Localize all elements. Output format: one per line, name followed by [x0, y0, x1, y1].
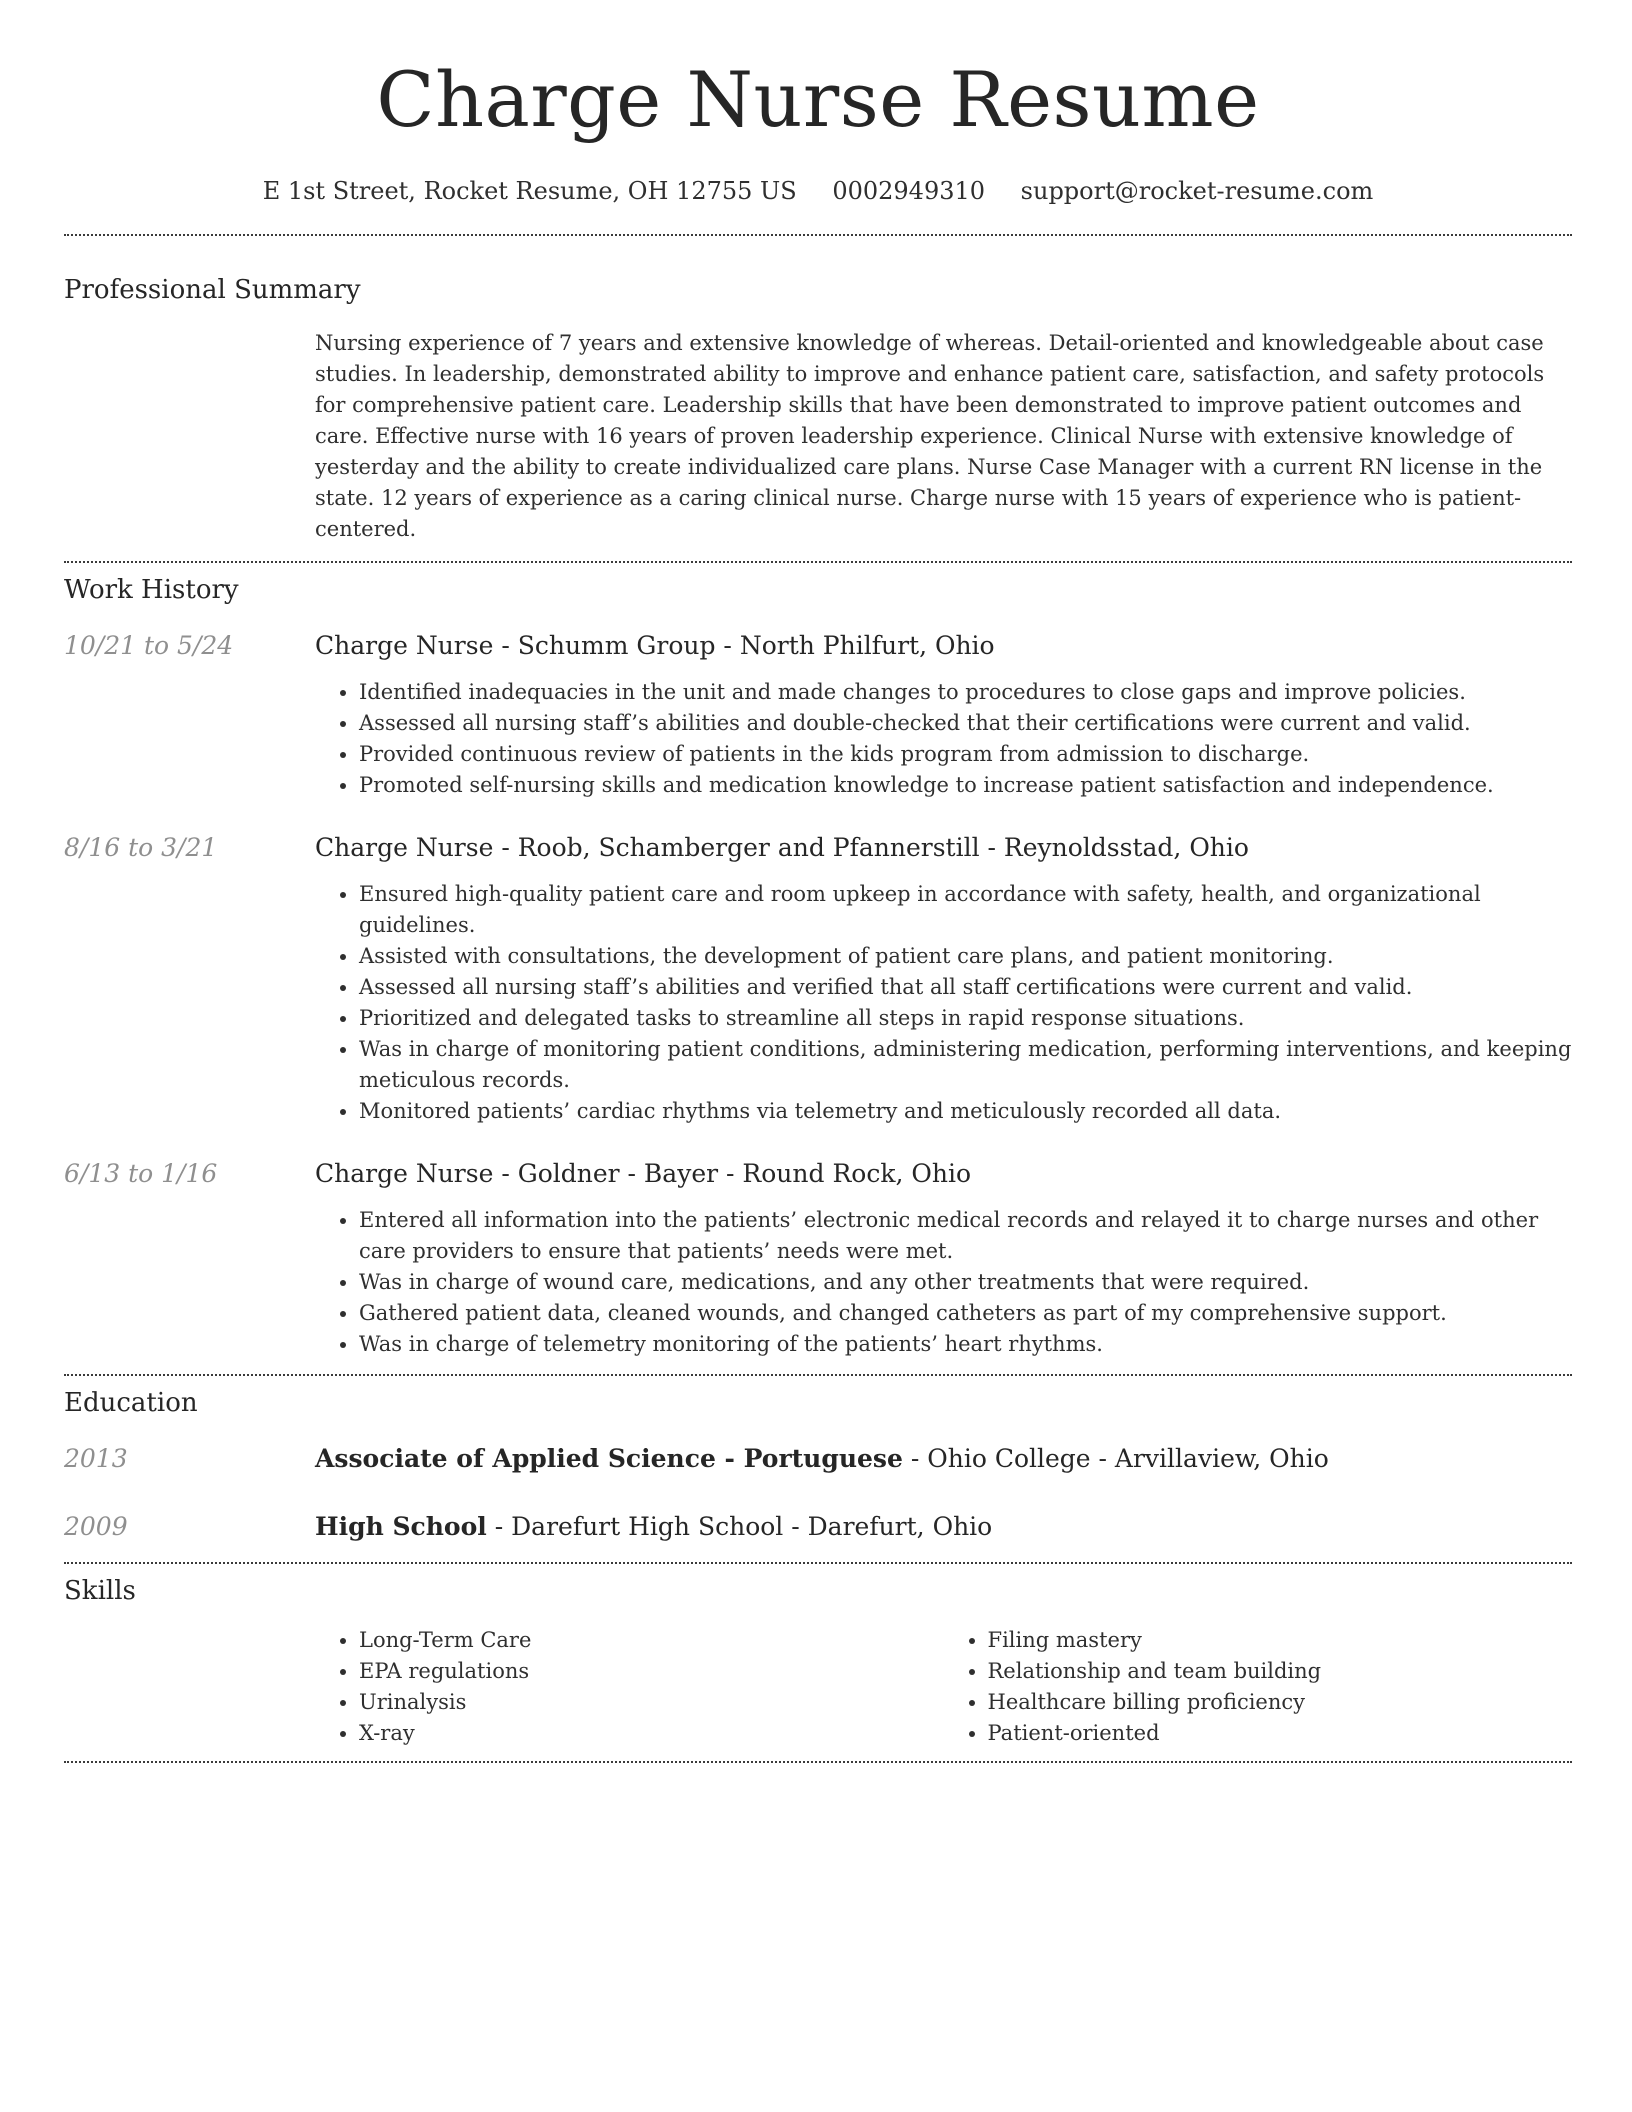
- job-bullet: • Was in charge of telemetry monitoring of the patients’ heart rhythms.: [359, 1329, 1572, 1360]
- education-year: 2009: [64, 1512, 128, 1541]
- job-entry: [64, 1157, 1572, 1360]
- skill-item: • Healthcare billing proficiency: [988, 1687, 1573, 1718]
- job-bullet: • Ensured high-quality patient care and room upkeep in accordance with safety, health, and organizational guidelines.: [359, 879, 1572, 941]
- job-content: [315, 629, 1572, 801]
- skills-row: [64, 1625, 1572, 1749]
- email-text: support@rocket-resume.com: [1020, 177, 1374, 205]
- education-degree: Associate of Applied Science - Portuguese: [315, 1444, 903, 1473]
- education-title: [315, 1442, 1572, 1476]
- divider: [64, 234, 1572, 236]
- job-bullet-list: [315, 1205, 1572, 1360]
- education-entry: [64, 1510, 1572, 1544]
- skill-item: • Relationship and team building: [988, 1656, 1573, 1687]
- job-content: [315, 1157, 1572, 1360]
- job-content: [315, 831, 1572, 1127]
- skill-item: • Filing mastery: [988, 1625, 1573, 1656]
- resume-title: Charge Nurse Resume: [376, 55, 1260, 144]
- job-dates: 6/13 to 1/16: [64, 1159, 218, 1188]
- job-entry: [64, 831, 1572, 1127]
- skill-item: • X-ray: [359, 1718, 944, 1749]
- summary-heading: Professional Summary: [64, 275, 361, 305]
- job-bullet: • Monitored patients’ cardiac rhythms via telemetry and meticulously recorded all data.: [359, 1096, 1572, 1127]
- address-text: E 1st Street, Rocket Resume, OH 12755 US: [262, 177, 797, 205]
- divider: [64, 1562, 1572, 1564]
- skill-item: • EPA regulations: [359, 1656, 944, 1687]
- job-bullet: • Provided continuous review of patients in the kids program from admission to discharge.: [359, 739, 1572, 770]
- job-bullet-list: [315, 677, 1572, 801]
- resume-page: [64, 0, 1572, 1763]
- education-list: [64, 1442, 1572, 1544]
- job-bullet: • Entered all information into the patients’ electronic medical records and relayed it to charge nurses and other care providers to ensure that patients’ needs were met.: [359, 1205, 1572, 1267]
- skills-column-left: [315, 1625, 944, 1749]
- job-bullet-list: [315, 879, 1572, 1127]
- education-school: - Ohio College - Arvillaview, Ohio: [902, 1444, 1329, 1473]
- skill-item: • Long-Term Care: [359, 1625, 944, 1656]
- job-bullet: • Assisted with consultations, the development of patient care plans, and patient monitoring.: [359, 941, 1572, 972]
- education-year: 2013: [64, 1444, 128, 1473]
- job-bullet: • Assessed all nursing staff’s abilities and double-checked that their certifications were current and valid.: [359, 708, 1572, 739]
- job-title: Charge Nurse - Goldner - Bayer - Round Rock, Ohio: [315, 1159, 972, 1188]
- job-bullet: • Was in charge of monitoring patient conditions, administering medication, performing interventions, and keeping meticulous records.: [359, 1034, 1572, 1096]
- summary-text: Nursing experience of 7 years and extensive knowledge of whereas. Detail-oriented and knowledgeable about case studies. In leadership, demonstrated ability to improve and enhance patient care, satisfaction, and safety protocols for comprehensive patient care. Leadership skills that have been demonstrated to improve patient outcomes and care. Effective nurse with 16 years of proven leadership experience. Clinical Nurse with extensive knowledge of yesterday and the ability to create individualized care plans. Nurse Case Manager with a current RN license in the state. 12 years of experience as a caring clinical nurse. Charge nurse with 15 years of experience who is patient-centered.: [315, 331, 1545, 541]
- work-history-list: [64, 629, 1572, 1360]
- job-bullet: • Identified inadequacies in the unit and made changes to procedures to close gaps and improve policies.: [359, 677, 1572, 708]
- skills-column-right: [944, 1625, 1573, 1749]
- education-title: [315, 1510, 1572, 1544]
- job-dates: 10/21 to 5/24: [64, 631, 234, 660]
- job-bullet: • Prioritized and delegated tasks to streamline all steps in rapid response situations.: [359, 1003, 1572, 1034]
- contact-line: [64, 174, 1572, 208]
- work-heading: Work History: [64, 575, 239, 605]
- job-bullet: • Promoted self-nursing skills and medication knowledge to increase patient satisfaction and independence.: [359, 770, 1572, 801]
- summary-row: [64, 328, 1572, 545]
- job-bullet: • Assessed all nursing staff’s abilities and verified that all staff certifications were current and valid.: [359, 972, 1572, 1003]
- education-school: - Darefurt High School - Darefurt, Ohio: [486, 1512, 993, 1541]
- divider: [64, 1374, 1572, 1376]
- job-dates: 8/16 to 3/21: [64, 833, 218, 862]
- job-bullet: • Gathered patient data, cleaned wounds, and changed catheters as part of my comprehensive support.: [359, 1298, 1572, 1329]
- skills-grid: [315, 1625, 1572, 1749]
- skills-heading: Skills: [64, 1576, 136, 1606]
- phone-text: 0002949310: [832, 177, 986, 205]
- education-heading: Education: [64, 1388, 198, 1418]
- education-entry: [64, 1442, 1572, 1476]
- divider: [64, 561, 1572, 563]
- job-bullet: • Was in charge of wound care, medications, and any other treatments that were required.: [359, 1267, 1572, 1298]
- divider: [64, 1761, 1572, 1763]
- skill-item: • Patient-oriented: [988, 1718, 1573, 1749]
- education-degree: High School: [315, 1512, 487, 1541]
- job-title: Charge Nurse - Roob, Schamberger and Pfannerstill - Reynoldsstad, Ohio: [315, 833, 1249, 862]
- skill-item: • Urinalysis: [359, 1687, 944, 1718]
- job-title: Charge Nurse - Schumm Group - North Philfurt, Ohio: [315, 631, 995, 660]
- job-entry: [64, 629, 1572, 801]
